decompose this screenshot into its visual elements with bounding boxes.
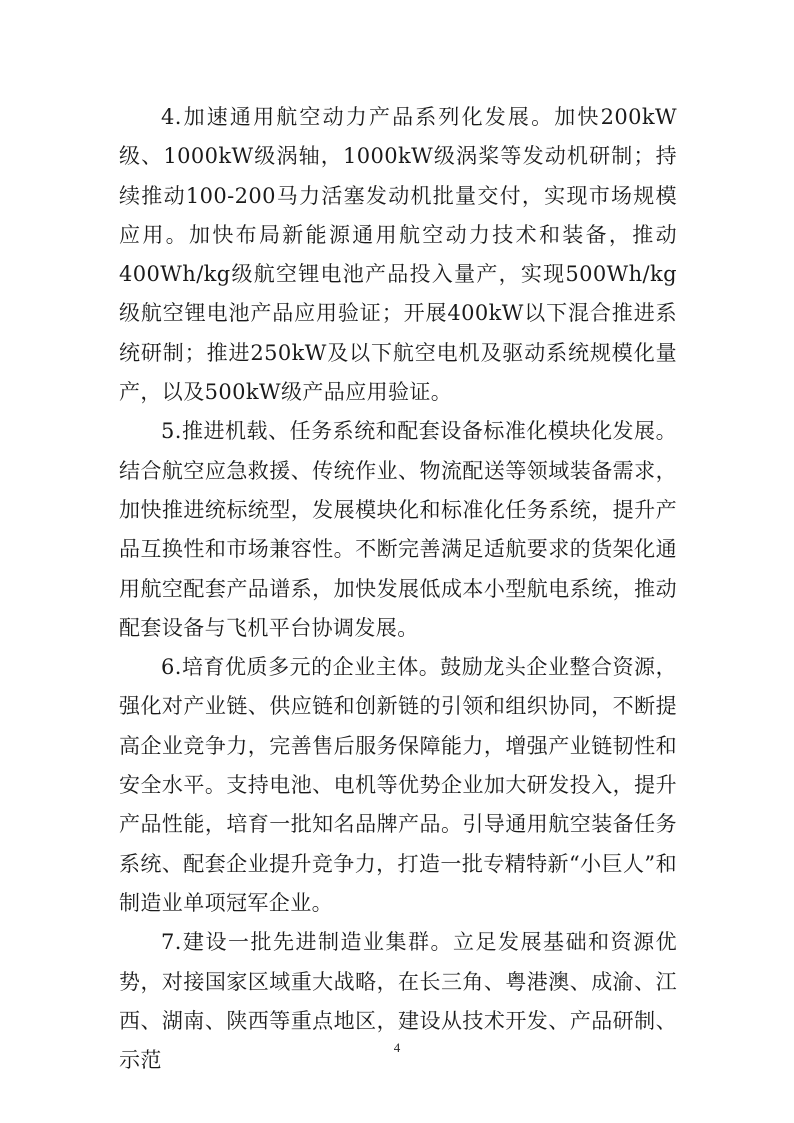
paragraph-manufacturing-clusters: 7.建设一批先进制造业集群。立足发展基础和资源优势，对接国家区域重大战略，在长三角、粤港澳、成渝、江西、湖南、陕西等重点地区，建设从技术开发、产品研制、示范 [119, 930, 677, 1073]
body-text [119, 98, 677, 1080]
page-number: 4 [393, 1040, 401, 1055]
paragraph-airborne-systems: 5.推进机载、任务系统和配套设备标准化模块化发展。结合航空应急救援、传统作业、物流配送等领域装备需求，加快推进统标统型，发展模块化和标准化任务系统，提升产品互换性和市场兼容性。不断完善满足适航要求的货架化通用航空配套产品谱系，加快发展低成本小型航电系统，推动配套设备与飞机平台协调发展。 [119, 419, 677, 640]
paragraph-enterprise-cultivation: 6.培育优质多元的企业主体。鼓励龙头企业整合资源，强化对产业链、供应链和创新链的引领和组织协同，不断提高企业竞争力，完善售后服务保障能力，增强产业链韧性和安全水平。支持电池、电机等优势企业加大研发投入，提升产品性能，培育一批知名品牌产品。引导通用航空装备任务系统、配套企业提升竞争力，打造一批专精特新“小巨人”和制造业单项冠军企业。 [119, 655, 677, 915]
paragraph-engine-development: 4.加速通用航空动力产品系列化发展。加快200kW级、1000kW级涡轴，1000kW级涡桨等发动机研制；持续推动100-200马力活塞发动机批量交付，实现市场规模应用。加快布局新能源通用航空动力技术和装备，推动400Wh/kg级航空锂电池产品投入量产，实现500Wh/kg级航空锂电池产品应用验证；开展400kW以下混合推进系统研制；推进250kW及以下航空电机及驱动系统规模化量产，以及500kW级产品应用验证。 [119, 105, 677, 405]
